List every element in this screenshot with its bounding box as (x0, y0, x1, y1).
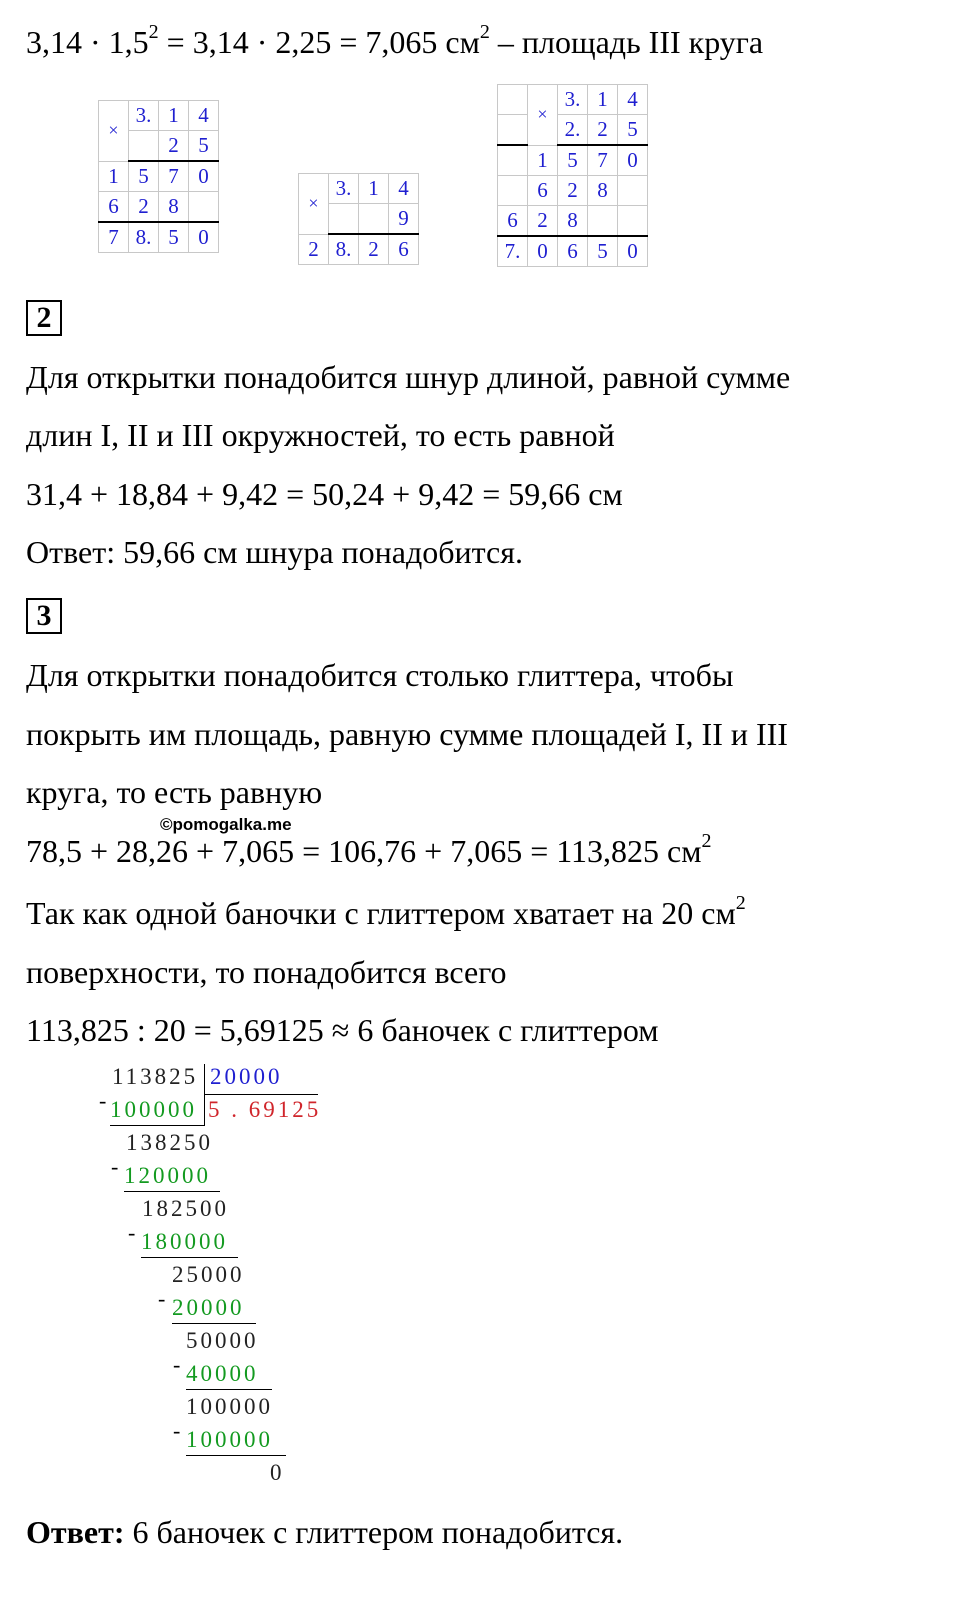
minus-sign: - (99, 1088, 107, 1113)
step-subtrahend: 120000 (124, 1163, 211, 1188)
step-line (186, 1455, 286, 1456)
section3-line-5 (26, 893, 746, 933)
grid-cell (359, 204, 389, 235)
grid-cell: 4 (389, 174, 419, 204)
grid-cell: 5 (558, 145, 588, 176)
step-line (141, 1257, 238, 1258)
grid-row (498, 206, 648, 237)
step-line (110, 1125, 204, 1126)
grid-cell: 3. (129, 101, 159, 131)
grid-cell: 7 (588, 145, 618, 176)
answer-label: Ответ: (26, 1514, 125, 1550)
section3-line-4 (26, 831, 712, 871)
section2-line-2: длин I, II и III окружностей, то есть равной (26, 417, 615, 453)
grid-cell: 2. (558, 115, 588, 146)
multiplication-grid-3 (497, 84, 648, 267)
section3-line-2: покрыть им площадь, равную сумме площадей I, II и III (26, 716, 788, 752)
grid-cell: 1 (159, 101, 189, 131)
multiply-sign: × (528, 85, 558, 146)
dividend: 113825 (112, 1064, 199, 1089)
step-remainder: 100000 (186, 1394, 273, 1419)
exponent: 2 (735, 892, 746, 915)
grid-row (498, 145, 648, 176)
section2-line-3: 31,4 + 18,84 + 9,42 = 50,24 + 9,42 = 59,66 см (26, 476, 623, 512)
grid-cell: 6 (99, 192, 129, 223)
grid-row (99, 192, 219, 223)
step-remainder: 138250 (126, 1130, 213, 1155)
grid-cell: 4 (189, 101, 219, 131)
minus-sign: - (158, 1286, 166, 1311)
grid-cell: 2 (588, 115, 618, 146)
grid-cell: 5 (588, 236, 618, 267)
grid-cell: 2 (528, 206, 558, 237)
grid-row (99, 101, 219, 131)
grid-cell: 4 (618, 85, 648, 115)
grid-cell: 3. (329, 174, 359, 204)
minus-sign: - (173, 1418, 181, 1443)
grid-cell: 5 (129, 161, 159, 192)
grid-cell (189, 192, 219, 223)
step-subtrahend: 100000 (110, 1097, 197, 1122)
step-subtrahend: 40000 (186, 1361, 259, 1386)
grid-cell: 6 (558, 236, 588, 267)
grid-cell: 2 (558, 176, 588, 206)
grid-row (498, 115, 648, 146)
grid-cell: 5 (159, 222, 189, 253)
grid-row (299, 174, 419, 204)
formula-part: 78,5 + 28,26 + 7,065 = 106,76 + 7,065 = 113,825 см (26, 833, 702, 869)
grid-cell: 6 (498, 206, 528, 237)
step-line (124, 1191, 220, 1192)
grid-cell (329, 204, 359, 235)
grid-cell: 8. (129, 222, 159, 253)
grid-cell: 6 (389, 234, 419, 265)
formula-part: = 3,14 · 2,25 = 7,065 см (158, 24, 480, 60)
step-remainder: 0 (270, 1460, 285, 1485)
answer-text: 6 баночек с глиттером понадобится. (124, 1514, 624, 1550)
divisor: 20000 (210, 1064, 283, 1089)
division-bracket-vertical (204, 1064, 205, 1126)
grid-cell: 2 (129, 192, 159, 223)
grid-cell (588, 206, 618, 237)
grid-cell: 7 (159, 161, 189, 192)
grid-cell: 0 (189, 222, 219, 253)
grid-cell: 1 (528, 145, 558, 176)
grid-cell (618, 176, 648, 206)
minus-sign: - (173, 1352, 181, 1377)
minus-sign: - (111, 1154, 119, 1179)
section3-line-6: поверхности, то понадобится всего (26, 954, 507, 990)
grid-cell: 5 (618, 115, 648, 146)
grid-cell: 3. (558, 85, 588, 115)
grid-cell: 8 (588, 176, 618, 206)
task-number-2: 2 (26, 300, 62, 336)
minus-sign: - (128, 1220, 136, 1245)
multiplication-grid-1 (98, 100, 219, 253)
step-remainder: 50000 (186, 1328, 259, 1353)
multiply-sign: × (299, 174, 329, 235)
grid-cell (129, 131, 159, 162)
step-line (172, 1323, 256, 1324)
exponent: 2 (479, 21, 490, 44)
step-line (186, 1389, 272, 1390)
section3-line-1: Для открытки понадобится столько глиттера, чтобы (26, 657, 734, 693)
grid-cell (498, 176, 528, 206)
formula-part: – площадь III круга (489, 24, 764, 60)
grid-row (99, 161, 219, 192)
grid-cell: 0 (618, 236, 648, 267)
multiply-sign: × (99, 101, 129, 162)
division-bracket-horizontal (204, 1094, 318, 1095)
quotient: 5 . 69125 (208, 1097, 322, 1122)
grid-cell: 8. (329, 234, 359, 265)
section3-line-7: 113,825 : 20 = 5,69125 ≈ 6 баночек с глиттером (26, 1012, 659, 1048)
grid-cell: 8 (558, 206, 588, 237)
grid-cell (498, 145, 528, 176)
grid-cell (618, 206, 648, 237)
grid-cell: 5 (189, 131, 219, 162)
section2-line-4: Ответ: 59,66 см шнура понадобится. (26, 534, 523, 570)
step-subtrahend: 180000 (141, 1229, 228, 1254)
grid-row (498, 85, 648, 115)
section3-line-3: круга, то есть равную (26, 774, 323, 810)
grid-cell: 1 (99, 161, 129, 192)
step-remainder: 25000 (172, 1262, 245, 1287)
grid-cell: 2 (299, 234, 329, 265)
grid-row (498, 236, 648, 267)
section2-line-1: Для открытки понадобится шнур длиной, равной сумме (26, 359, 791, 395)
grid-cell: 0 (528, 236, 558, 267)
step-subtrahend: 100000 (186, 1427, 273, 1452)
step-subtrahend: 20000 (172, 1295, 245, 1320)
grid-cell: 6 (528, 176, 558, 206)
grid-cell (498, 115, 528, 146)
area-third-circle-line (26, 22, 763, 62)
step-remainder: 182500 (142, 1196, 229, 1221)
grid-cell: 2 (359, 234, 389, 265)
grid-cell: 0 (189, 161, 219, 192)
grid-cell (498, 85, 528, 115)
grid-cell: 7. (498, 236, 528, 267)
grid-cell: 0 (618, 145, 648, 176)
multiplication-grid-2 (298, 173, 419, 265)
task-number-3: 3 (26, 598, 62, 634)
formula-part: 3,14 · 1,5 (26, 24, 149, 60)
grid-row (99, 222, 219, 253)
exponent: 2 (701, 830, 712, 853)
grid-cell: 9 (389, 204, 419, 235)
grid-cell: 1 (588, 85, 618, 115)
grid-cell: 2 (159, 131, 189, 162)
formula-part: Так как одной баночки с глиттером хватает на 20 см (26, 895, 736, 931)
watermark: ©pomogalka.me (160, 815, 292, 834)
grid-cell: 1 (359, 174, 389, 204)
exponent: 2 (148, 21, 159, 44)
final-answer (26, 1512, 623, 1552)
grid-row (299, 234, 419, 265)
grid-cell: 7 (99, 222, 129, 253)
grid-row (498, 176, 648, 206)
grid-cell: 8 (159, 192, 189, 223)
